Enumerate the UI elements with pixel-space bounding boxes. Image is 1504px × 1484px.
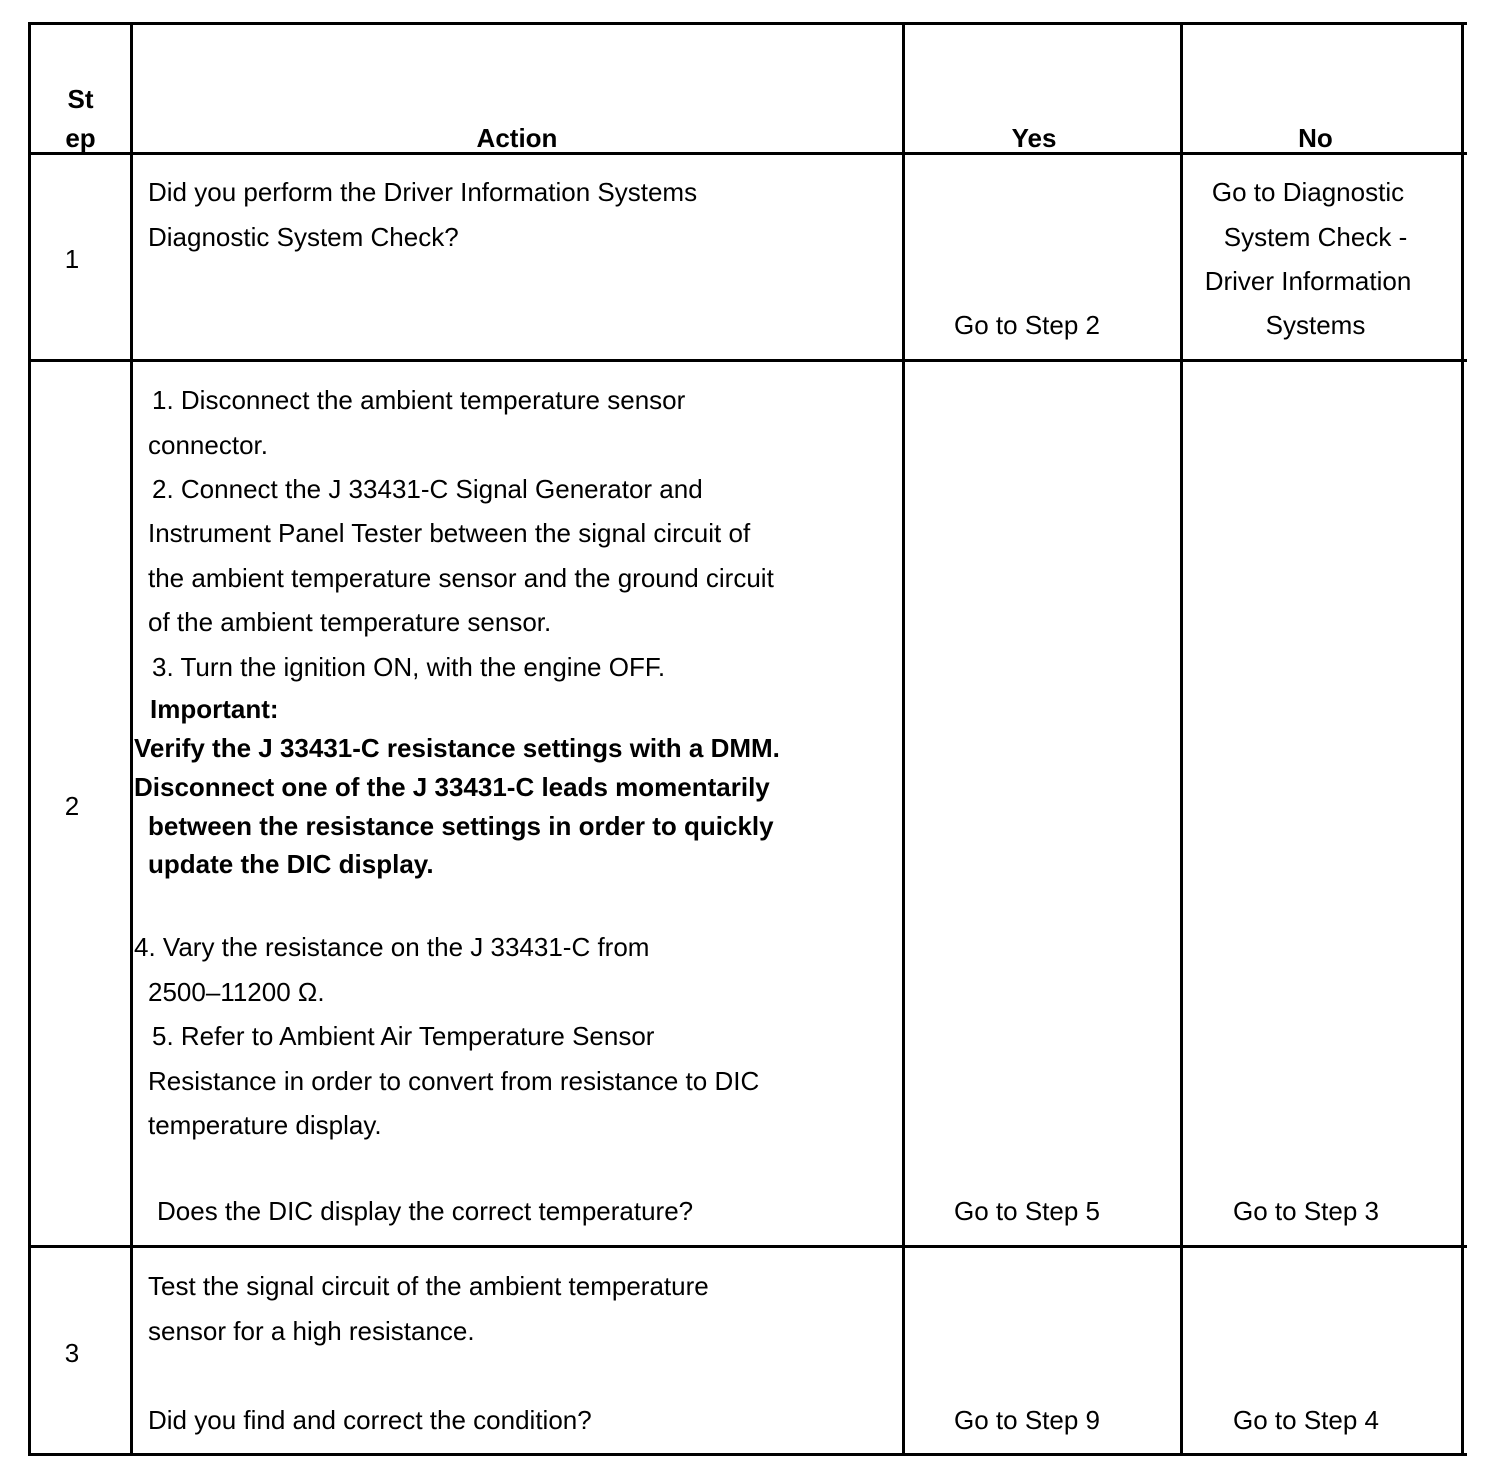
step-number: 1 — [64, 244, 80, 274]
no-result: Go to Step 3 — [1233, 1196, 1379, 1226]
no-result: Go to Step 4 — [1233, 1405, 1379, 1435]
important-label: Important: — [150, 694, 279, 724]
action-text: 2500–11200 Ω. — [148, 977, 325, 1007]
action-text: temperature display. — [148, 1110, 382, 1140]
header-no: No — [1298, 123, 1333, 153]
question-text: Does the DIC display the correct temperature? — [157, 1196, 694, 1226]
action-text: 1. Disconnect the ambient temperature sensor — [152, 385, 686, 415]
row-divider-2 — [28, 1245, 1467, 1248]
important-text: update the DIC display. — [148, 849, 434, 879]
action-text: 2. Connect the J 33431-C Signal Generator and — [152, 474, 703, 504]
header-step-line2: ep — [65, 123, 96, 153]
table-border-bottom — [28, 1453, 1467, 1456]
action-text: 5. Refer to Ambient Air Temperature Sensor — [152, 1021, 655, 1051]
table-border-top — [28, 22, 1467, 25]
step-number: 2 — [64, 791, 80, 821]
action-text: Instrument Panel Tester between the signal circuit of — [148, 518, 751, 548]
header-action: Action — [476, 123, 558, 153]
step-number: 3 — [64, 1338, 80, 1368]
table-border-left — [28, 22, 31, 1456]
important-text: Disconnect one of the J 33431-C leads momentarily — [134, 772, 770, 802]
action-text: Did you perform the Driver Information Systems — [148, 177, 698, 207]
action-text: sensor for a high resistance. — [148, 1316, 475, 1346]
yes-result: Go to Step 5 — [954, 1196, 1100, 1226]
question-text: Did you find and correct the condition? — [148, 1405, 592, 1435]
important-text: Verify the J 33431-C resistance settings with a DMM. — [134, 733, 780, 763]
header-yes: Yes — [1011, 123, 1057, 153]
action-text: connector. — [148, 430, 268, 460]
action-text: Diagnostic System Check? — [148, 222, 459, 252]
action-text: Test the signal circuit of the ambient temperature — [148, 1271, 709, 1301]
column-divider-step — [130, 22, 133, 1456]
important-text: between the resistance settings in order to quickly — [148, 811, 774, 841]
action-text: 4. Vary the resistance on the J 33431-C from — [134, 932, 650, 962]
no-result: System Check - — [1223, 222, 1408, 252]
no-result: Driver Information — [1204, 266, 1412, 296]
yes-result: Go to Step 9 — [954, 1405, 1100, 1435]
action-text: of the ambient temperature sensor. — [148, 607, 552, 637]
header-step-line1: St — [67, 84, 94, 114]
no-result: Go to Diagnostic — [1211, 177, 1405, 207]
action-text: the ambient temperature sensor and the ground circuit — [148, 563, 774, 593]
row-divider-1 — [28, 359, 1467, 362]
table-border-right — [1461, 22, 1464, 1456]
yes-result: Go to Step 2 — [954, 310, 1100, 340]
column-divider-action — [902, 22, 905, 1456]
action-text: 3. Turn the ignition ON, with the engine OFF. — [152, 652, 666, 682]
action-text: Resistance in order to convert from resistance to DIC — [148, 1066, 760, 1096]
no-result: Systems — [1265, 310, 1366, 340]
